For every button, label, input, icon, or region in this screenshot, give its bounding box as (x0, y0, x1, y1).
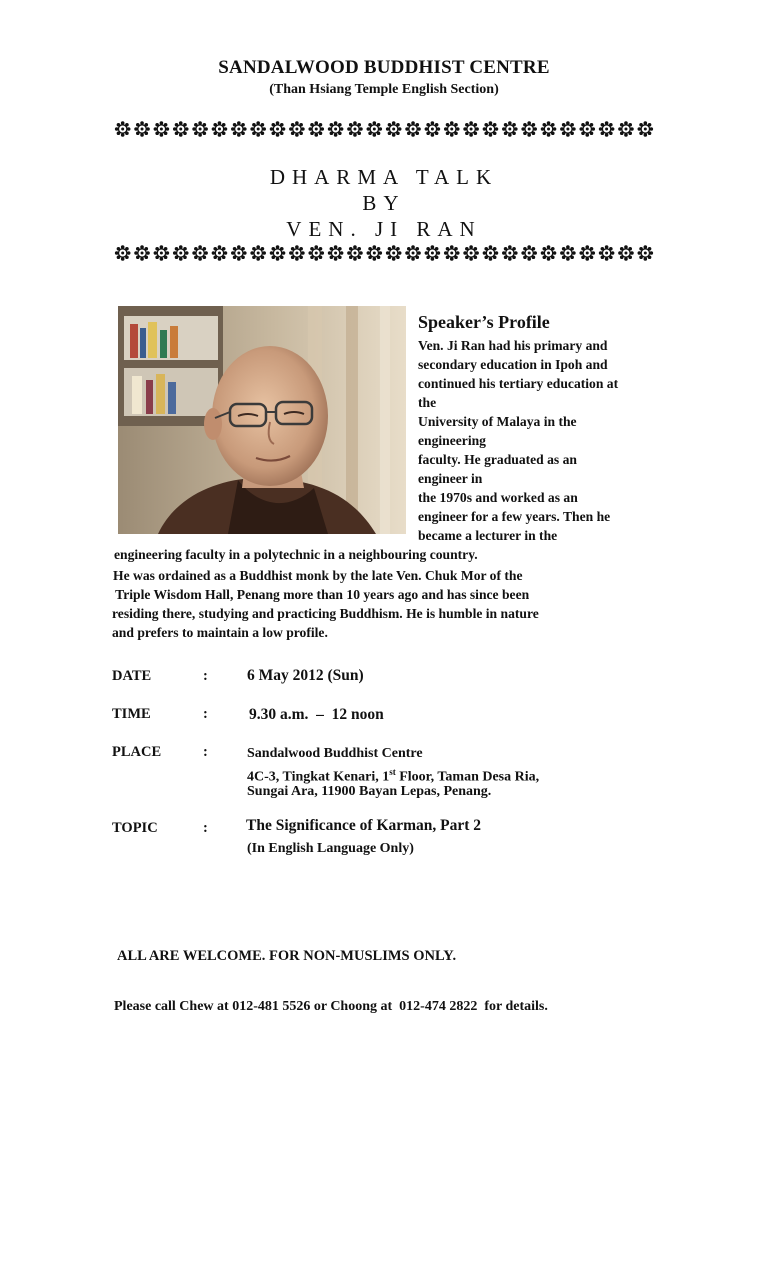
topic-label: TOPIC (112, 820, 158, 836)
dharma-wheel-icon (115, 245, 131, 261)
profile-line: became a lecturer in the (418, 528, 558, 543)
dharma-wheel-icon (347, 245, 363, 261)
dharma-wheel-icon (154, 245, 170, 261)
dharma-wheel-icon (405, 121, 421, 137)
dharma-wheel-icon (483, 121, 499, 137)
dharma-wheel-icon (618, 245, 634, 261)
dharma-wheel-icon (289, 121, 305, 137)
place-separator: : (203, 744, 208, 760)
dharma-wheel-icon (502, 121, 518, 137)
dharma-wheel-icon (463, 121, 479, 137)
dharma-wheel-icon (425, 245, 441, 261)
dharma-wheel-icon (250, 121, 266, 137)
time-separator: : (203, 706, 208, 722)
dharma-wheel-icon (231, 121, 247, 137)
dharma-wheel-icon (270, 245, 286, 261)
dharma-wheel-icon (405, 245, 421, 261)
organization-subtitle: (Than Hsiang Temple English Section) (269, 82, 499, 97)
dharma-wheel-icon (154, 121, 170, 137)
profile-line: continued his tertiary education at (418, 376, 619, 391)
dharma-wheel-icon (173, 121, 189, 137)
date-separator: : (203, 668, 208, 684)
dharma-wheel-icon (212, 245, 228, 261)
decorative-divider-top (113, 120, 655, 138)
topic-separator: : (203, 820, 208, 836)
dharma-wheel-icon (483, 245, 499, 261)
dharma-wheel-icon (502, 245, 518, 261)
dharma-wheel-icon (599, 121, 615, 137)
decorative-divider-bottom (113, 244, 655, 262)
profile-line: engineering faculty in a polytechnic in a neighbouring country. (114, 547, 478, 562)
profile-line: He was ordained as a Buddhist monk by the late Ven. Chuk Mor of the (113, 568, 523, 583)
profile-line: the (418, 395, 437, 410)
profile-line: engineering (418, 433, 486, 448)
profile-line: and prefers to maintain a low profile. (112, 625, 328, 640)
dharma-wheel-icon (231, 245, 247, 261)
speaker-photo (118, 306, 406, 534)
dharma-wheel-icon (425, 121, 441, 137)
dharma-wheel-icon (579, 121, 595, 137)
dharma-wheel-icon (386, 245, 402, 261)
dharma-wheel-icon (212, 121, 228, 137)
dharma-wheel-icon (579, 245, 595, 261)
dharma-wheel-icon (115, 121, 131, 137)
date-label: DATE (112, 668, 152, 684)
profile-line: engineer for a few years. Then he (418, 509, 611, 524)
profile-line: engineer in (418, 471, 483, 486)
dharma-wheel-icon (328, 245, 344, 261)
dharma-wheel-icon (638, 121, 654, 137)
place-label: PLACE (112, 744, 162, 760)
dharma-wheel-icon (444, 121, 460, 137)
dharma-wheel-icon (134, 245, 150, 261)
topic-language-note: (In English Language Only) (247, 841, 414, 856)
dharma-wheel-icon (638, 245, 654, 261)
dharma-wheel-icon (521, 245, 537, 261)
dharma-wheel-icon (367, 245, 383, 261)
topic-title: The Significance of Karman, Part 2 (246, 817, 482, 834)
profile-line: secondary education in Ipoh and (418, 357, 608, 372)
dharma-wheel-icon (270, 121, 286, 137)
dharma-wheel-icon (541, 245, 557, 261)
profile-line: University of Malaya in the (418, 414, 577, 429)
dharma-wheel-icon (308, 121, 324, 137)
place-line: Sungai Ara, 11900 Bayan Lepas, Penang. (247, 784, 492, 799)
profile-line: faculty. He graduated as an (418, 452, 577, 467)
contact-info: Please call Chew at 012-481 5526 or Choong at 012-474 2822 for details. (114, 999, 548, 1014)
dharma-wheel-icon (134, 121, 150, 137)
date-value: 6 May 2012 (Sun) (247, 667, 364, 684)
profile-line: residing there, studying and practicing Buddhism. He is humble in nature (112, 606, 539, 621)
profile-line: the 1970s and worked as an (418, 490, 578, 505)
time-label: TIME (112, 706, 151, 722)
dharma-wheel-icon (541, 121, 557, 137)
dharma-wheel-icon (367, 121, 383, 137)
place-line: Sandalwood Buddhist Centre (247, 746, 423, 761)
profile-heading: Speaker’s Profile (418, 312, 550, 332)
dharma-wheel-icon (289, 245, 305, 261)
dharma-wheel-icon (250, 245, 266, 261)
dharma-wheel-icon (560, 121, 576, 137)
event-title-by: BY (362, 191, 406, 215)
dharma-wheel-icon (308, 245, 324, 261)
time-value: 9.30 a.m. – 12 noon (249, 706, 384, 723)
dharma-wheel-icon (386, 121, 402, 137)
organization-name: SANDALWOOD BUDDHIST CENTRE (218, 57, 550, 78)
dharma-wheel-icon (444, 245, 460, 261)
dharma-wheel-icon (328, 121, 344, 137)
place-address-line: 4C-3, Tingkat Kenari, 1st Floor, Taman Desa Ria, (247, 767, 540, 785)
profile-line: Triple Wisdom Hall, Penang more than 10 years ago and has since been (112, 587, 530, 602)
dharma-wheel-icon (618, 121, 634, 137)
dharma-wheel-icon (347, 121, 363, 137)
dharma-wheel-icon (173, 245, 189, 261)
speaker-name-title: VEN. JI RAN (286, 217, 482, 241)
dharma-wheel-icon (192, 245, 208, 261)
dharma-wheel-icon (560, 245, 576, 261)
event-title: DHARMA TALK (269, 165, 499, 189)
dharma-wheel-icon (463, 245, 479, 261)
dharma-wheel-icon (192, 121, 208, 137)
dharma-wheel-icon (599, 245, 615, 261)
welcome-notice: ALL ARE WELCOME. FOR NON-MUSLIMS ONLY. (117, 948, 457, 964)
dharma-wheel-icon (521, 121, 537, 137)
profile-line: Ven. Ji Ran had his primary and (418, 338, 608, 353)
